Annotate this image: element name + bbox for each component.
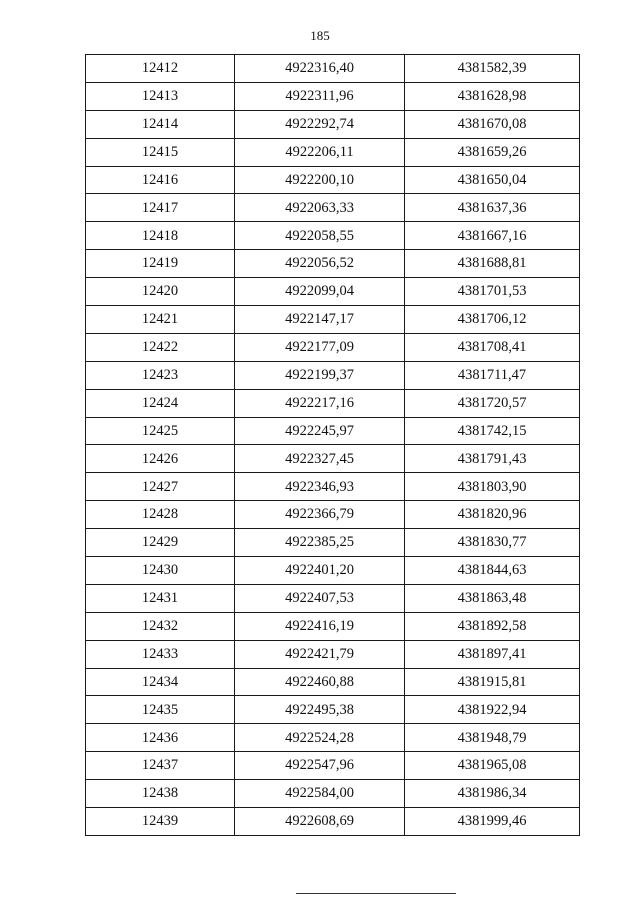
table-row	[86, 501, 580, 529]
point-number-cell: 12417	[86, 194, 235, 222]
y-coordinate-cell: 4381688,81	[405, 250, 580, 278]
y-coordinate-cell: 4381820,96	[405, 501, 580, 529]
y-coordinate-cell: 4381892,58	[405, 612, 580, 640]
x-coordinate-cell: 4922524,28	[235, 724, 405, 752]
table-row	[86, 250, 580, 278]
point-number-cell: 12412	[86, 55, 235, 83]
table-row	[86, 752, 580, 780]
table-row	[86, 529, 580, 557]
table-row	[86, 138, 580, 166]
table-row	[86, 808, 580, 836]
x-coordinate-cell: 4922217,16	[235, 389, 405, 417]
table-row	[86, 222, 580, 250]
x-coordinate-cell: 4922547,96	[235, 752, 405, 780]
point-number-cell: 12435	[86, 696, 235, 724]
y-coordinate-cell: 4381844,63	[405, 557, 580, 585]
y-coordinate-cell: 4381650,04	[405, 166, 580, 194]
y-coordinate-cell: 4381965,08	[405, 752, 580, 780]
y-coordinate-cell: 4381922,94	[405, 696, 580, 724]
y-coordinate-cell: 4381582,39	[405, 55, 580, 83]
table-row	[86, 780, 580, 808]
table-row	[86, 333, 580, 361]
point-number-cell: 12429	[86, 529, 235, 557]
point-number-cell: 12418	[86, 222, 235, 250]
point-number-cell: 12432	[86, 612, 235, 640]
table-row	[86, 668, 580, 696]
y-coordinate-cell: 4381637,36	[405, 194, 580, 222]
coordinates-table-body	[86, 55, 580, 836]
table-row	[86, 389, 580, 417]
y-coordinate-cell: 4381830,77	[405, 529, 580, 557]
point-number-cell: 12416	[86, 166, 235, 194]
x-coordinate-cell: 4922199,37	[235, 361, 405, 389]
y-coordinate-cell: 4381803,90	[405, 473, 580, 501]
y-coordinate-cell: 4381742,15	[405, 417, 580, 445]
x-coordinate-cell: 4922316,40	[235, 55, 405, 83]
y-coordinate-cell: 4381667,16	[405, 222, 580, 250]
x-coordinate-cell: 4922245,97	[235, 417, 405, 445]
table-row	[86, 55, 580, 83]
x-coordinate-cell: 4922407,53	[235, 584, 405, 612]
table-row	[86, 417, 580, 445]
table-row	[86, 584, 580, 612]
y-coordinate-cell: 4381711,47	[405, 361, 580, 389]
point-number-cell: 12430	[86, 557, 235, 585]
table-row	[86, 445, 580, 473]
x-coordinate-cell: 4922366,79	[235, 501, 405, 529]
y-coordinate-cell: 4381791,43	[405, 445, 580, 473]
y-coordinate-cell: 4381706,12	[405, 306, 580, 334]
point-number-cell: 12420	[86, 278, 235, 306]
x-coordinate-cell: 4922292,74	[235, 110, 405, 138]
table-row	[86, 724, 580, 752]
point-number-cell: 12437	[86, 752, 235, 780]
point-number-cell: 12424	[86, 389, 235, 417]
x-coordinate-cell: 4922177,09	[235, 333, 405, 361]
x-coordinate-cell: 4922584,00	[235, 780, 405, 808]
x-coordinate-cell: 4922063,33	[235, 194, 405, 222]
x-coordinate-cell: 4922327,45	[235, 445, 405, 473]
y-coordinate-cell: 4381708,41	[405, 333, 580, 361]
y-coordinate-cell: 4381701,53	[405, 278, 580, 306]
point-number-cell: 12427	[86, 473, 235, 501]
x-coordinate-cell: 4922200,10	[235, 166, 405, 194]
x-coordinate-cell: 4922495,38	[235, 696, 405, 724]
table-row	[86, 361, 580, 389]
footer-rule	[296, 893, 456, 894]
table-row	[86, 696, 580, 724]
y-coordinate-cell: 4381897,41	[405, 640, 580, 668]
x-coordinate-cell: 4922058,55	[235, 222, 405, 250]
x-coordinate-cell: 4922346,93	[235, 473, 405, 501]
page-number: 185	[310, 28, 330, 43]
table-row	[86, 612, 580, 640]
table-row	[86, 166, 580, 194]
y-coordinate-cell: 4381915,81	[405, 668, 580, 696]
x-coordinate-cell: 4922416,19	[235, 612, 405, 640]
y-coordinate-cell: 4381659,26	[405, 138, 580, 166]
point-number-cell: 12438	[86, 780, 235, 808]
table-row	[86, 278, 580, 306]
point-number-cell: 12413	[86, 82, 235, 110]
point-number-cell: 12423	[86, 361, 235, 389]
x-coordinate-cell: 4922385,25	[235, 529, 405, 557]
y-coordinate-cell: 4381720,57	[405, 389, 580, 417]
point-number-cell: 12428	[86, 501, 235, 529]
point-number-cell: 12415	[86, 138, 235, 166]
y-coordinate-cell: 4381628,98	[405, 82, 580, 110]
x-coordinate-cell: 4922099,04	[235, 278, 405, 306]
table-row	[86, 473, 580, 501]
y-coordinate-cell: 4381863,48	[405, 584, 580, 612]
point-number-cell: 12419	[86, 250, 235, 278]
point-number-cell: 12434	[86, 668, 235, 696]
y-coordinate-cell: 4381948,79	[405, 724, 580, 752]
point-number-cell: 12431	[86, 584, 235, 612]
table-row	[86, 82, 580, 110]
x-coordinate-cell: 4922311,96	[235, 82, 405, 110]
x-coordinate-cell: 4922421,79	[235, 640, 405, 668]
point-number-cell: 12421	[86, 306, 235, 334]
coordinates-table	[85, 54, 580, 836]
x-coordinate-cell: 4922147,17	[235, 306, 405, 334]
table-row	[86, 306, 580, 334]
table-row	[86, 194, 580, 222]
point-number-cell: 12422	[86, 333, 235, 361]
point-number-cell: 12426	[86, 445, 235, 473]
table-row	[86, 110, 580, 138]
point-number-cell: 12433	[86, 640, 235, 668]
y-coordinate-cell: 4381999,46	[405, 808, 580, 836]
point-number-cell: 12425	[86, 417, 235, 445]
table-row	[86, 557, 580, 585]
x-coordinate-cell: 4922401,20	[235, 557, 405, 585]
x-coordinate-cell: 4922608,69	[235, 808, 405, 836]
y-coordinate-cell: 4381986,34	[405, 780, 580, 808]
x-coordinate-cell: 4922056,52	[235, 250, 405, 278]
x-coordinate-cell: 4922206,11	[235, 138, 405, 166]
point-number-cell: 12436	[86, 724, 235, 752]
table-row	[86, 640, 580, 668]
point-number-cell: 12414	[86, 110, 235, 138]
x-coordinate-cell: 4922460,88	[235, 668, 405, 696]
y-coordinate-cell: 4381670,08	[405, 110, 580, 138]
point-number-cell: 12439	[86, 808, 235, 836]
